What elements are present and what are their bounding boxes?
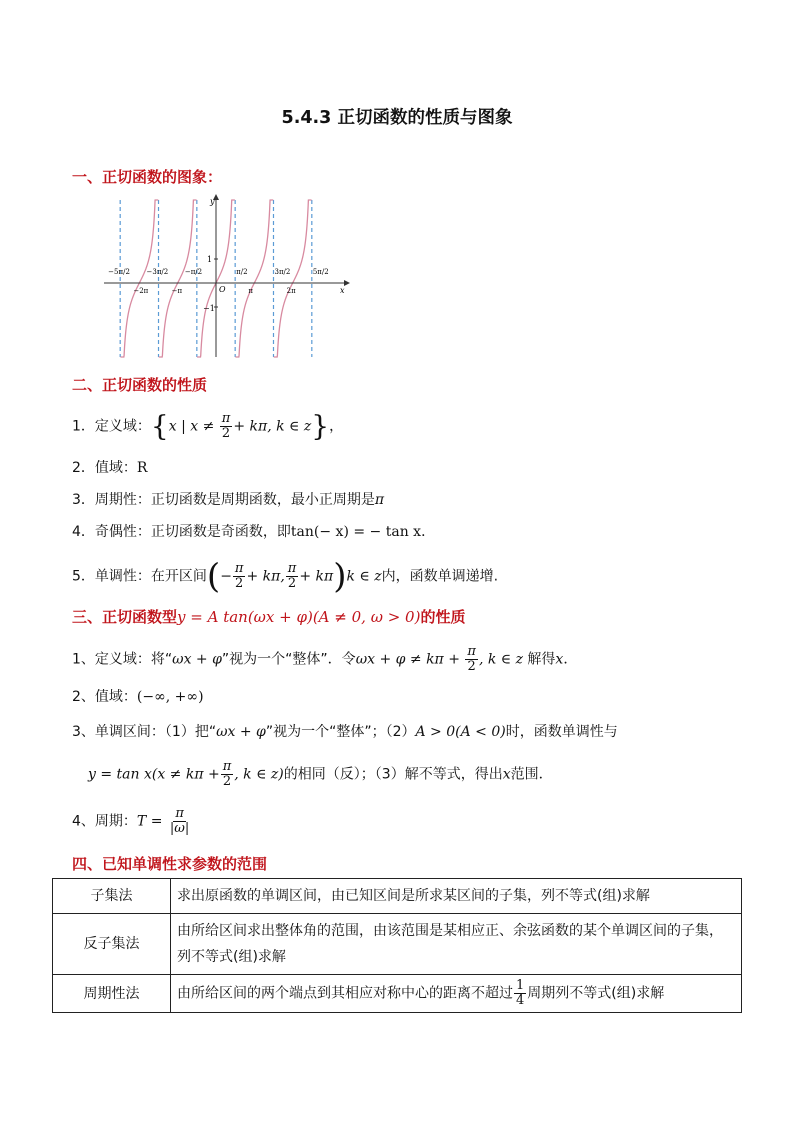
method-name: 反子集法	[53, 914, 171, 975]
page-title: 5.4.3 正切函数的性质与图象	[281, 108, 513, 128]
tangent-branch	[120, 200, 158, 357]
asymptote-label: −3π/2	[146, 268, 169, 276]
asymptote-label: −5π/2	[108, 268, 130, 276]
method-name: 周期性法	[53, 975, 171, 1013]
x-axis-label: π	[248, 287, 253, 295]
y-tick-pos-label: 1	[207, 255, 213, 264]
prop-domain: 1．定义域：{x | x ≠ $\frac{\pi}{2}$ + kπ, k ∈ z}，	[72, 409, 344, 443]
section-3-heading: 三、正切函数型y = A tan(ωx + φ)(A ≠ 0, ω > 0)的性质	[72, 608, 466, 626]
asymptote-label: 5π/2	[312, 268, 329, 276]
methods-table	[52, 878, 742, 1013]
table-row	[53, 879, 742, 914]
prop-range: 2．值域：R	[72, 460, 148, 476]
y-label: y	[210, 197, 215, 206]
frac-pi-over-2: $\frac{\pi}{2}$	[221, 411, 231, 441]
method-desc: 由所给区间求出整体角的范围，由该范围是某相应正、余弦函数的某个单调区间的子集，列不等式(组)求解	[171, 914, 742, 975]
x-axis-label: −2π	[133, 287, 149, 295]
y-tick-neg-label: −1	[203, 304, 215, 313]
section-4-heading: 四、已知单调性求参数的范围	[72, 855, 268, 873]
method-desc: 求出原函数的单调区间，由已知区间是所求某区间的子集，列不等式(组)求解	[171, 879, 742, 914]
method-name: 子集法	[53, 879, 171, 914]
tangent-branch	[159, 200, 197, 357]
prop-period: 3．周期性：正切函数是周期函数，最小正周期是π	[72, 492, 385, 508]
tangent-branch	[235, 200, 273, 357]
method-desc: 由所给区间的两个端点到其相应对称中心的距离不超过 $\frac{1}{4}$ 周期列不等式(组)求解	[171, 975, 742, 1013]
table-row	[53, 975, 742, 1013]
x-axis-label: −π	[171, 287, 183, 295]
asymptote-label: 3π/2	[274, 268, 291, 276]
x-axis-label: 2π	[286, 287, 296, 295]
prop-monotonic: 5．单调性：在开区间(− $\frac{\pi}{2}$ + kπ, $\frac{\pi}{2}$ + kπ)k ∈ z内，函数单调递增.	[72, 556, 499, 597]
tangent-branch	[274, 200, 312, 357]
asymptote-label: π/2	[236, 268, 248, 276]
section-2-heading: 二、正切函数的性质	[72, 376, 208, 394]
x-label: x	[340, 286, 345, 295]
asymptote-label: −π/2	[184, 268, 203, 276]
s3-domain: 1、定义域：将“ωx + φ”视为一个“整体”．令ωx + φ ≠ kπ + $\frac{\pi}{2}$ , k ∈ z 解得x．	[72, 644, 578, 674]
s3-range: 2、值域：(−∞, +∞)	[72, 689, 204, 705]
origin-label: O	[219, 285, 226, 294]
s3-period: 4、周期：T = $\frac{\pi}{|\omega|}$	[72, 806, 190, 836]
table-row	[53, 914, 742, 975]
s3-monotonic-line1: 3、单调区间：（1）把“ωx + φ”视为一个“整体”；（2）A > 0(A < 0)时，函数单调性与	[72, 724, 618, 740]
section-1-heading: 一、正切函数的图象：	[72, 168, 223, 186]
prop-parity: 4．奇偶性：正切函数是奇函数，即tan(− x) = − tan x．	[72, 524, 436, 540]
x-axis-arrow	[344, 280, 350, 286]
tangent-graph	[104, 192, 350, 362]
s3-monotonic-line2: y = tan x(x ≠ kπ + $\frac{\pi}{2}$ , k ∈ z)的相同（反）；（3）解不等式，得出x范围．	[88, 759, 553, 789]
